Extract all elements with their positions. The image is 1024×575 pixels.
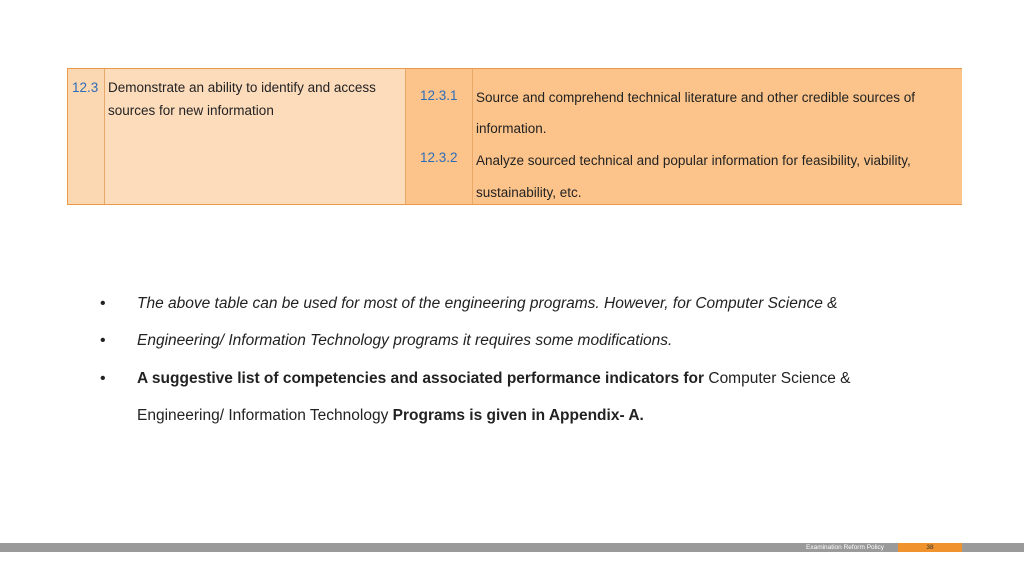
- indicator-id-1: 12.3.1: [420, 88, 458, 103]
- bullet-text-3-normal: Computer Science &: [704, 370, 851, 387]
- indicator-id-2: 12.3.2: [420, 150, 458, 165]
- indicator-description-cell: [473, 69, 962, 204]
- footer-label: Examination Reform Policy: [806, 544, 885, 551]
- bullet-text-1: The above table can be used for most of the engineering programs. However, for Computer Science &: [137, 295, 838, 312]
- bullet-text-3-line2-bold: Programs is given in Appendix- A.: [392, 407, 644, 424]
- bullet-dot: •: [100, 295, 106, 312]
- page-number: 38: [898, 543, 962, 552]
- bullet-dot: •: [100, 332, 106, 349]
- row-number: 12.3: [72, 80, 99, 95]
- indicator-2-line2: sustainability, etc.: [476, 185, 582, 200]
- bullet-text-2: Engineering/ Information Technology programs it requires some modifications.: [137, 332, 673, 349]
- bullet-text-3-line2-normal: Engineering/ Information Technology: [137, 407, 393, 424]
- indicator-id-cell: [406, 69, 473, 204]
- competency-table: [67, 68, 962, 205]
- indicator-2-line1: Analyze sourced technical and popular information for feasibility, viability,: [476, 153, 911, 168]
- bullet-text-3: [137, 370, 851, 388]
- bullet-text-3-line2: [137, 407, 644, 425]
- bullet-dot: •: [100, 370, 106, 387]
- indicator-1-line2: information.: [476, 121, 547, 136]
- bullet-text-3-bold: A suggestive list of competencies and associated performance indicators for: [137, 370, 705, 387]
- indicator-1-line1: Source and comprehend technical literature and other credible sources of: [476, 90, 916, 105]
- competency-text: Demonstrate an ability to identify and access sources for new information: [108, 80, 376, 118]
- row-number-cell: [68, 69, 105, 204]
- competency-cell: [105, 69, 406, 204]
